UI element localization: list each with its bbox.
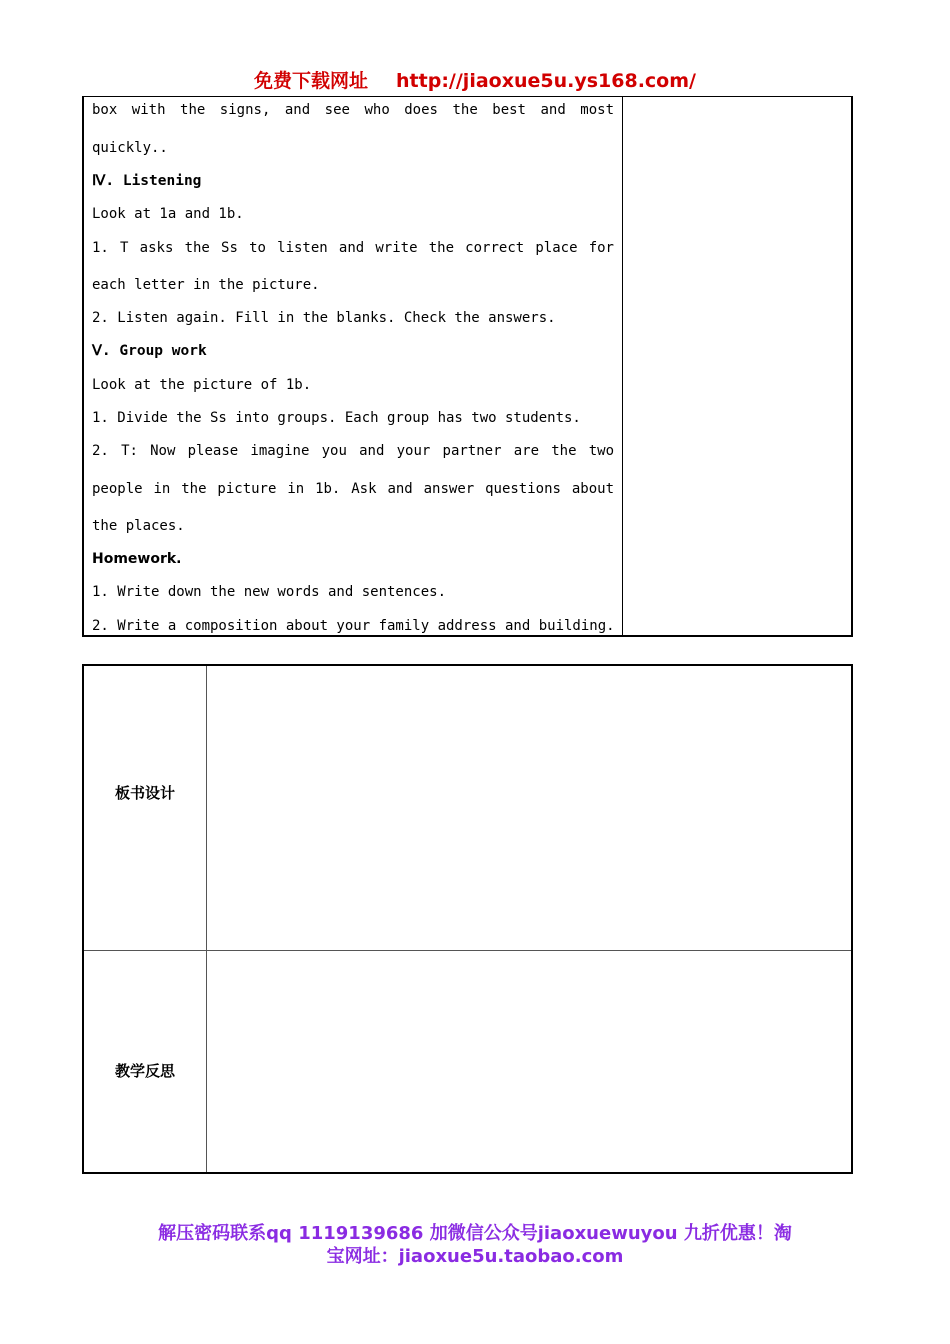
- listening-step1-line2: each letter in the picture.: [92, 277, 320, 293]
- continuation-line-1: box with the signs, and see who does the best and most: [92, 102, 614, 118]
- header-left-text: 免费下载网址: [254, 70, 369, 92]
- homework-step2: 2. Write a composition about your family address and building.: [92, 618, 615, 634]
- homework-step1: 1. Write down the new words and sentences.: [92, 584, 447, 600]
- group-work-step2-line1: 2. T: Now please imagine you and your partner are the two: [92, 443, 614, 459]
- table-column-divider: [622, 97, 623, 635]
- listening-intro: Look at 1a and 1b.: [92, 206, 244, 222]
- label-column-divider: [206, 666, 207, 1172]
- header-url[interactable]: http://jiaoxue5u.ys168.com/: [396, 70, 696, 92]
- group-work-step2-line2: people in the picture in 1b. Ask and answer questions about: [92, 481, 614, 497]
- listening-step1-line1: 1. T asks the Ss to listen and write the correct place for: [92, 240, 614, 256]
- homework-heading: Homework.: [92, 551, 182, 567]
- group-work-intro: Look at the picture of 1b.: [92, 377, 312, 393]
- board-reflection-table: [82, 664, 853, 1174]
- page-header: [0, 66, 950, 93]
- continuation-line-2: quickly..: [92, 140, 168, 156]
- footer-line-2: 宝网址：jiaoxue5u.taobao.com: [326, 1246, 624, 1267]
- row-divider: [84, 950, 851, 951]
- listening-step2: 2. Listen again. Fill in the blanks. Check the answers.: [92, 310, 556, 326]
- board-design-label: 板书设计: [114, 784, 175, 802]
- group-work-step1: 1. Divide the Ss into groups. Each group has two students.: [92, 410, 581, 426]
- footer-line-1: 解压密码联系qq 1119139686 加微信公众号jiaoxuewuyou 九折优惠！淘: [158, 1223, 792, 1244]
- group-work-heading: Ⅴ. Group work: [92, 343, 207, 359]
- listening-heading: Ⅳ. Listening: [92, 173, 202, 189]
- teaching-reflection-label: 教学反思: [114, 1062, 175, 1080]
- lesson-steps-table: [82, 96, 853, 637]
- group-work-step2-line3: the places.: [92, 518, 185, 534]
